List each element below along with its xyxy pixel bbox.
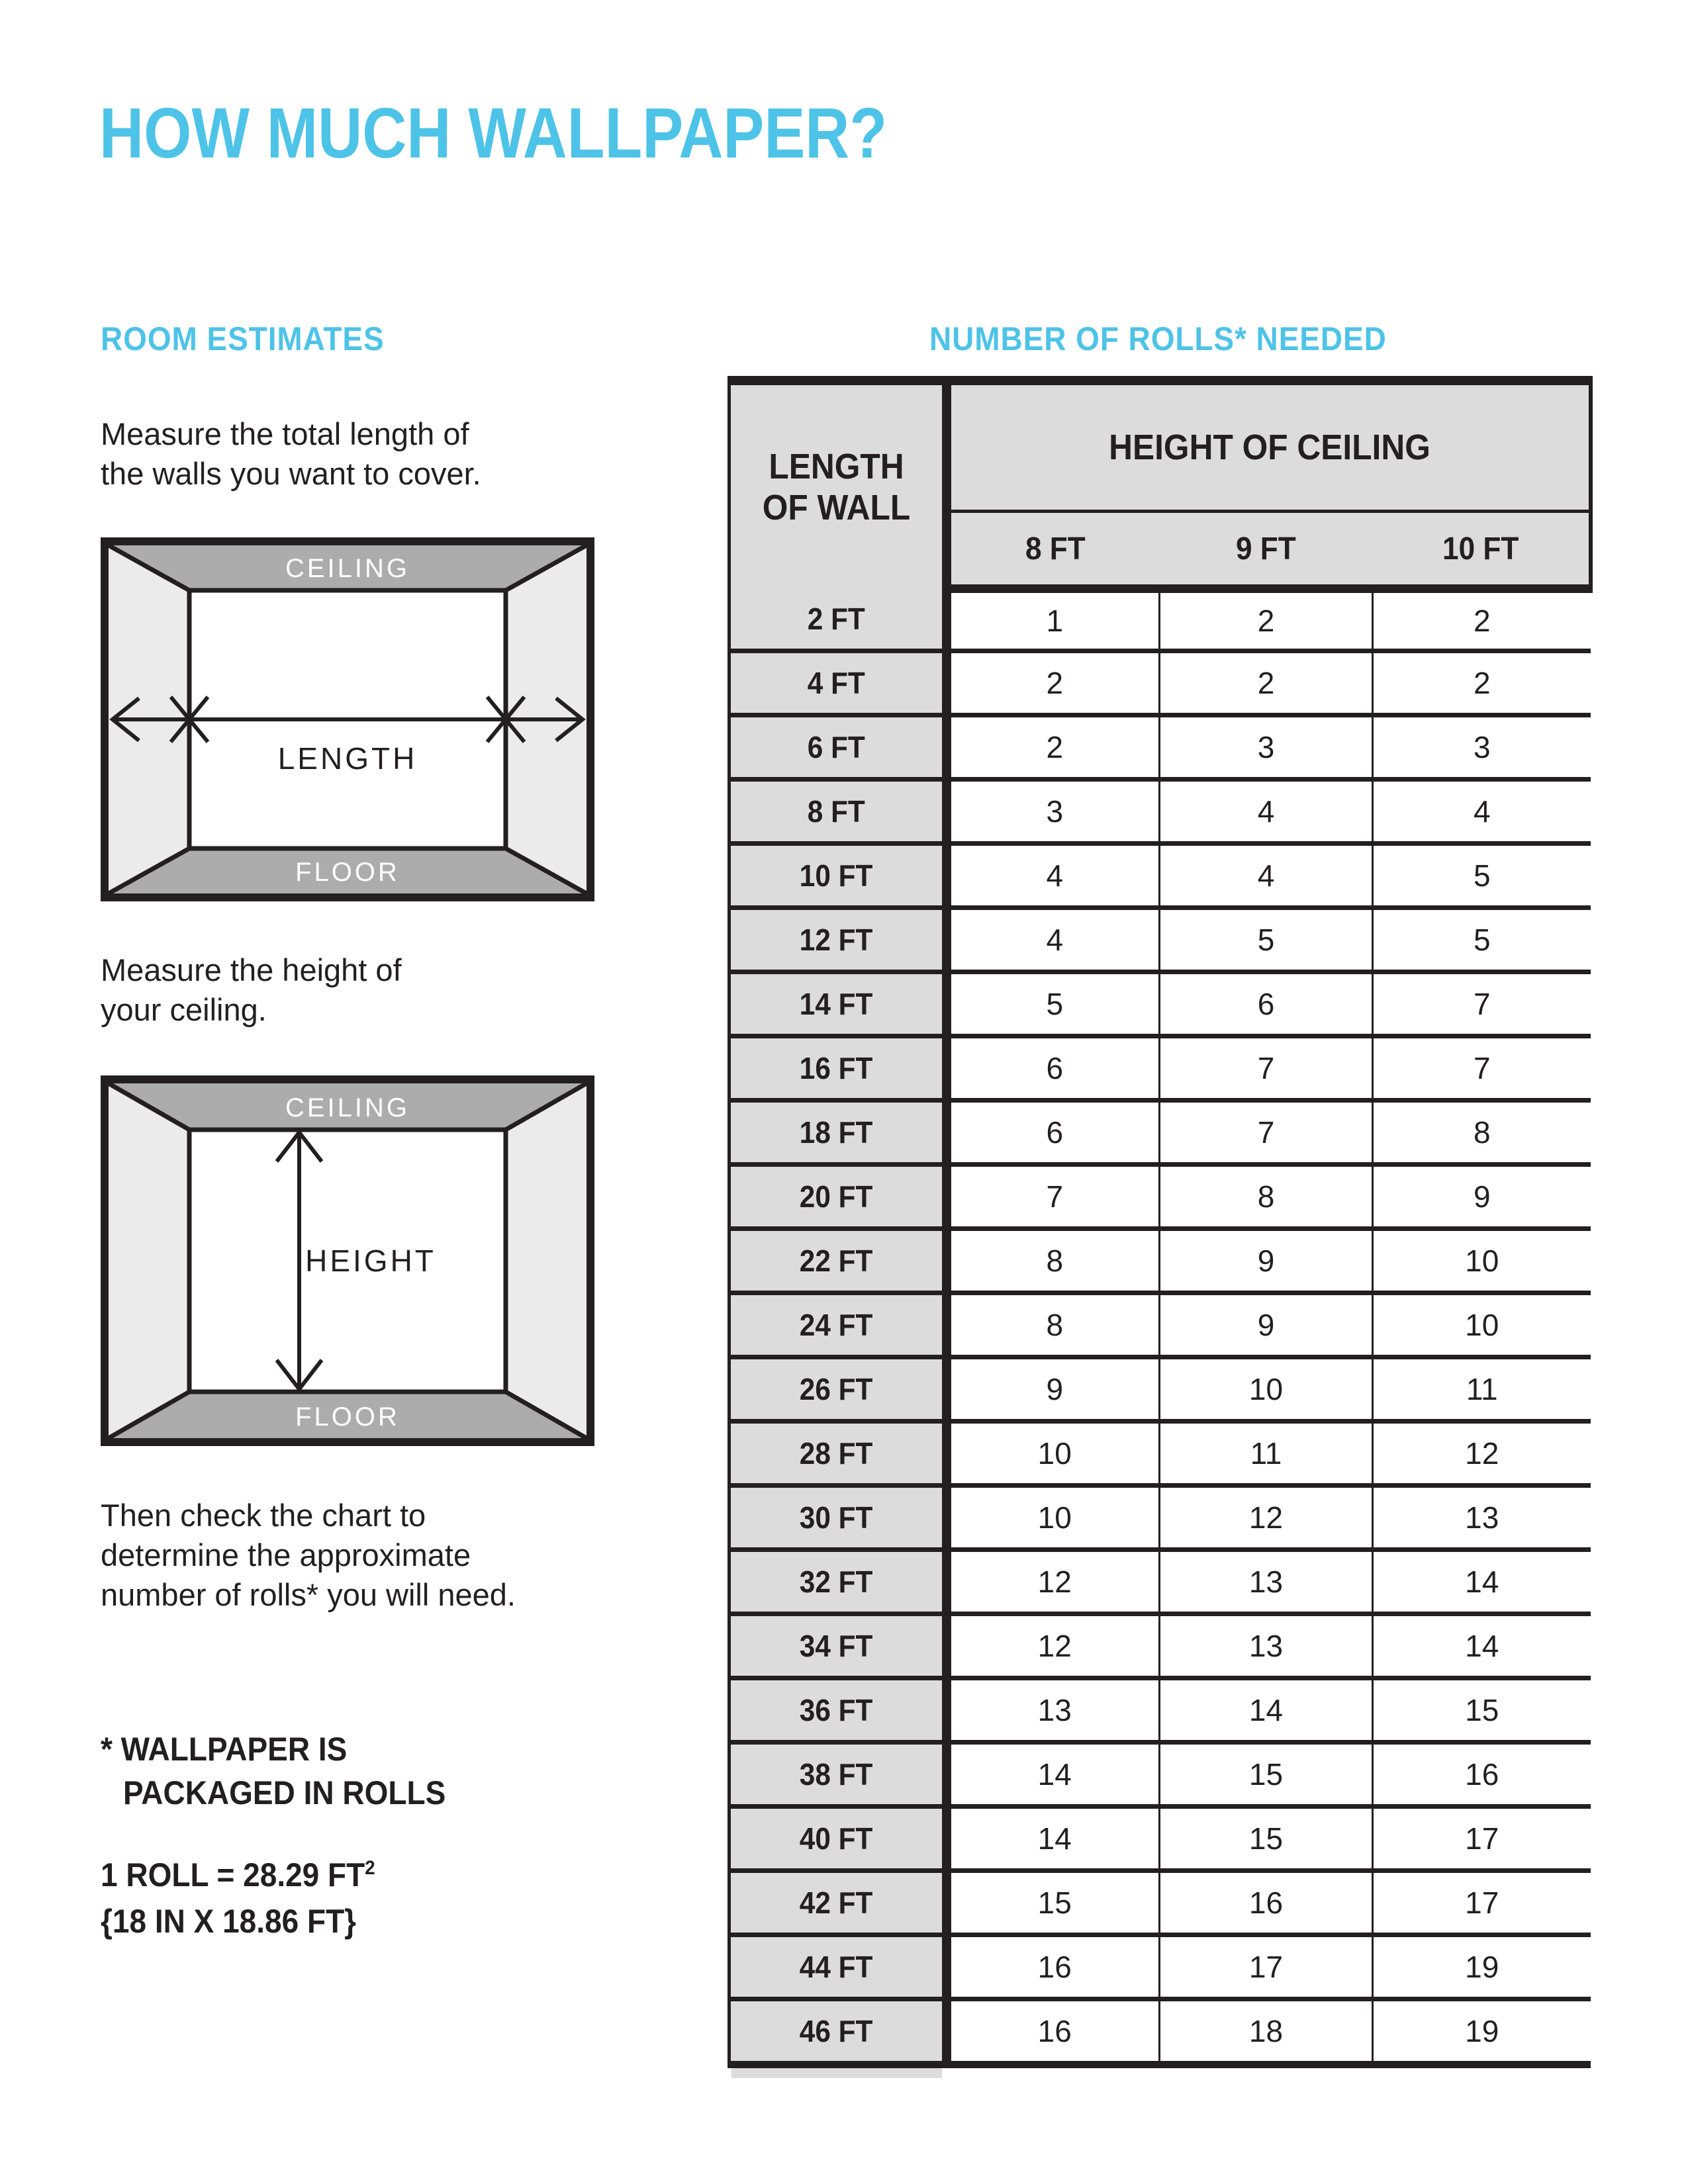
row-label: 40 FT (729, 1806, 947, 1870)
table-row (729, 1100, 1591, 1164)
roll-count-cell: 8 (947, 1228, 1160, 1293)
roll-count-cell: 6 (1160, 972, 1373, 1036)
para3-line1: Then check the chart to (101, 1498, 426, 1533)
row-label: 6 FT (729, 715, 947, 779)
roll-count-cell: 19 (1373, 1934, 1591, 1999)
table-row (729, 1742, 1591, 1806)
table-row (729, 843, 1591, 907)
row-label: 18 FT (729, 1100, 947, 1164)
roll-count-cell: 10 (947, 1421, 1160, 1485)
table-row (729, 715, 1591, 779)
table-row (729, 1421, 1591, 1485)
roll-count-cell: 4 (1160, 843, 1373, 907)
note-line1: * WALLPAPER IS (101, 1731, 348, 1768)
roll-count-cell: 18 (1160, 1999, 1373, 2064)
page-title (99, 91, 1015, 174)
roll-count-cell: 12 (1373, 1421, 1591, 1485)
row-label: 38 FT (729, 1742, 947, 1806)
room-estimates-heading: ROOM ESTIMATES (101, 320, 385, 357)
row-label: 24 FT (729, 1293, 947, 1357)
roll-count-cell: 7 (1160, 1036, 1373, 1100)
page-title-text: HOW MUCH WALLPAPER? (99, 93, 888, 173)
roll-count-cell: 14 (947, 1742, 1160, 1806)
table-row (729, 907, 1591, 972)
rolls-table (727, 376, 1593, 2068)
roll-count-cell: 5 (1373, 907, 1591, 972)
row-label: 20 FT (729, 1164, 947, 1228)
height-of-ceiling-header: HEIGHT OF CEILING (947, 381, 1591, 512)
table-row (729, 651, 1591, 715)
row-label: 30 FT (729, 1485, 947, 1549)
roll-count-cell: 14 (1373, 1549, 1591, 1614)
roll-count-cell: 19 (1373, 1999, 1591, 2064)
floor-label: FLOOR (295, 858, 400, 887)
table-row (729, 1870, 1591, 1934)
roll-count-cell: 16 (1160, 1870, 1373, 1934)
roll-count-cell: 13 (1160, 1614, 1373, 1678)
roll-count-cell: 8 (1373, 1100, 1591, 1164)
row-label: 36 FT (729, 1678, 947, 1742)
table-row (729, 1164, 1591, 1228)
table-row (729, 972, 1591, 1036)
left-wall-surface (109, 1083, 189, 1438)
floor-label: FLOOR (295, 1402, 400, 1432)
subheader-8ft: 8 FT (947, 512, 1160, 589)
roll-count-cell: 4 (947, 907, 1160, 972)
roll-count-cell: 15 (947, 1870, 1160, 1934)
ceiling-label: CEILING (285, 554, 410, 583)
roll-count-cell: 2 (1160, 589, 1373, 651)
roll-count-cell: 5 (1160, 907, 1373, 972)
table-row (729, 779, 1591, 843)
para3-line2: determine the approximate (101, 1537, 471, 1572)
room-length-diagram-svg (101, 537, 594, 901)
roll-count-cell: 4 (947, 843, 1160, 907)
roll-count-cell: 2 (1160, 651, 1373, 715)
chart-instructions-paragraph (101, 1496, 516, 1615)
roll-count-cell: 10 (1373, 1228, 1591, 1293)
table-row (729, 1485, 1591, 1549)
right-wall-surface (506, 1083, 586, 1438)
row-label: 34 FT (729, 1614, 947, 1678)
roll-count-cell: 3 (947, 779, 1160, 843)
subheader-9ft: 9 FT (1160, 512, 1373, 589)
row-label: 16 FT (729, 1036, 947, 1100)
roll-count-cell: 4 (1373, 779, 1591, 843)
roll-count-cell: 12 (947, 1614, 1160, 1678)
roll-count-cell: 10 (947, 1485, 1160, 1549)
roll-count-cell: 2 (947, 715, 1160, 779)
roll-count-cell: 17 (1373, 1806, 1591, 1870)
height-label: HEIGHT (305, 1244, 436, 1278)
roll-count-cell: 8 (1160, 1164, 1373, 1228)
roll-count-cell: 14 (947, 1806, 1160, 1870)
roll-count-cell: 11 (1373, 1357, 1591, 1421)
roll-count-cell: 14 (1373, 1614, 1591, 1678)
roll-count-cell: 7 (1373, 1036, 1591, 1100)
roll-count-cell: 10 (1160, 1357, 1373, 1421)
roll-count-cell: 2 (1373, 589, 1591, 651)
length-of-wall-header: LENGTH OF WALL (729, 381, 947, 589)
table-row (729, 1228, 1591, 1293)
note-line2: PACKAGED IN ROLLS (123, 1774, 446, 1811)
roll-count-cell: 2 (1373, 651, 1591, 715)
intro-paragraph-height (101, 950, 402, 1030)
roll-count-cell: 4 (1160, 779, 1373, 843)
table-row (729, 589, 1591, 651)
roll-count-cell: 9 (1160, 1293, 1373, 1357)
roll-count-cell: 17 (1160, 1934, 1373, 1999)
roll-count-cell: 5 (947, 972, 1160, 1036)
roll-size-note (101, 1845, 399, 1944)
roll-count-cell: 15 (1373, 1678, 1591, 1742)
para1-line2: the walls you want to cover. (101, 456, 481, 491)
roll-count-cell: 14 (1160, 1678, 1373, 1742)
rolls-table-container (727, 376, 1593, 2068)
roll-count-cell: 15 (1160, 1742, 1373, 1806)
roll-count-cell: 15 (1160, 1806, 1373, 1870)
para1-line1: Measure the total length of (101, 416, 469, 451)
roll-count-cell: 3 (1373, 715, 1591, 779)
rolls-table-header (729, 381, 1591, 589)
subheader-10ft: 10 FT (1373, 512, 1591, 589)
roll-count-cell: 17 (1373, 1870, 1591, 1934)
para2-line2: your ceiling. (101, 992, 267, 1027)
roll-count-cell: 13 (947, 1678, 1160, 1742)
para3-line3: number of rolls* you will need. (101, 1577, 516, 1612)
ceiling-label: CEILING (285, 1093, 410, 1122)
wallpaper-rolls-note (101, 1727, 474, 1815)
table-row (729, 1614, 1591, 1678)
row-label: 44 FT (729, 1934, 947, 1999)
roll-count-cell: 1 (947, 589, 1160, 651)
roll-equation: 1 ROLL = 28.29 $FT^2$ (101, 1856, 375, 1893)
roll-count-cell: 16 (947, 1934, 1160, 1999)
table-row (729, 1806, 1591, 1870)
row-label: 8 FT (729, 779, 947, 843)
roll-count-cell: 11 (1160, 1421, 1373, 1485)
roll-count-cell: 3 (1160, 715, 1373, 779)
rolls-needed-heading: NUMBER OF ROLLS* NEEDED (929, 320, 1387, 357)
table-row (729, 1036, 1591, 1100)
row-label: 26 FT (729, 1357, 947, 1421)
row-label: 14 FT (729, 972, 947, 1036)
table-row (729, 1357, 1591, 1421)
row-label: 2 FT (729, 589, 947, 651)
row-label: 42 FT (729, 1870, 947, 1934)
roll-count-cell: 10 (1373, 1293, 1591, 1357)
row-label: 10 FT (729, 843, 947, 907)
row-label: 28 FT (729, 1421, 947, 1485)
roll-count-cell: 6 (947, 1036, 1160, 1100)
roll-count-cell: 6 (947, 1100, 1160, 1164)
row-label: 32 FT (729, 1549, 947, 1614)
roll-dimensions: {18 IN X 18.86 FT} (101, 1903, 357, 1940)
roll-count-cell: 16 (947, 1999, 1160, 2064)
roll-count-cell: 13 (1160, 1549, 1373, 1614)
roll-count-cell: 2 (947, 651, 1160, 715)
room-length-diagram (101, 537, 594, 901)
table-row (729, 1934, 1591, 1999)
intro-paragraph-length (101, 414, 481, 494)
roll-count-cell: 16 (1373, 1742, 1591, 1806)
rolls-table-body (729, 589, 1591, 2065)
roll-count-cell: 7 (1373, 972, 1591, 1036)
row-label: 22 FT (729, 1228, 947, 1293)
roll-count-cell: 9 (947, 1357, 1160, 1421)
table-row (729, 1293, 1591, 1357)
length-label: LENGTH (277, 741, 418, 776)
roll-count-cell: 7 (1160, 1100, 1373, 1164)
row-label: 12 FT (729, 907, 947, 972)
room-height-diagram (101, 1075, 594, 1446)
table-row (729, 1549, 1591, 1614)
row-label: 46 FT (729, 1999, 947, 2064)
roll-count-cell: 7 (947, 1164, 1160, 1228)
table-row (729, 1999, 1591, 2064)
room-height-diagram-svg (101, 1075, 594, 1446)
table-row (729, 1678, 1591, 1742)
roll-count-cell: 8 (947, 1293, 1160, 1357)
roll-count-cell: 9 (1160, 1228, 1373, 1293)
roll-count-cell: 12 (1160, 1485, 1373, 1549)
row-label: 4 FT (729, 651, 947, 715)
roll-count-cell: 9 (1373, 1164, 1591, 1228)
roll-count-cell: 13 (1373, 1485, 1591, 1549)
roll-count-cell: 12 (947, 1549, 1160, 1614)
roll-count-cell: 5 (1373, 843, 1591, 907)
roll-sup: 2 (365, 1857, 375, 1879)
para2-line1: Measure the height of (101, 952, 402, 987)
